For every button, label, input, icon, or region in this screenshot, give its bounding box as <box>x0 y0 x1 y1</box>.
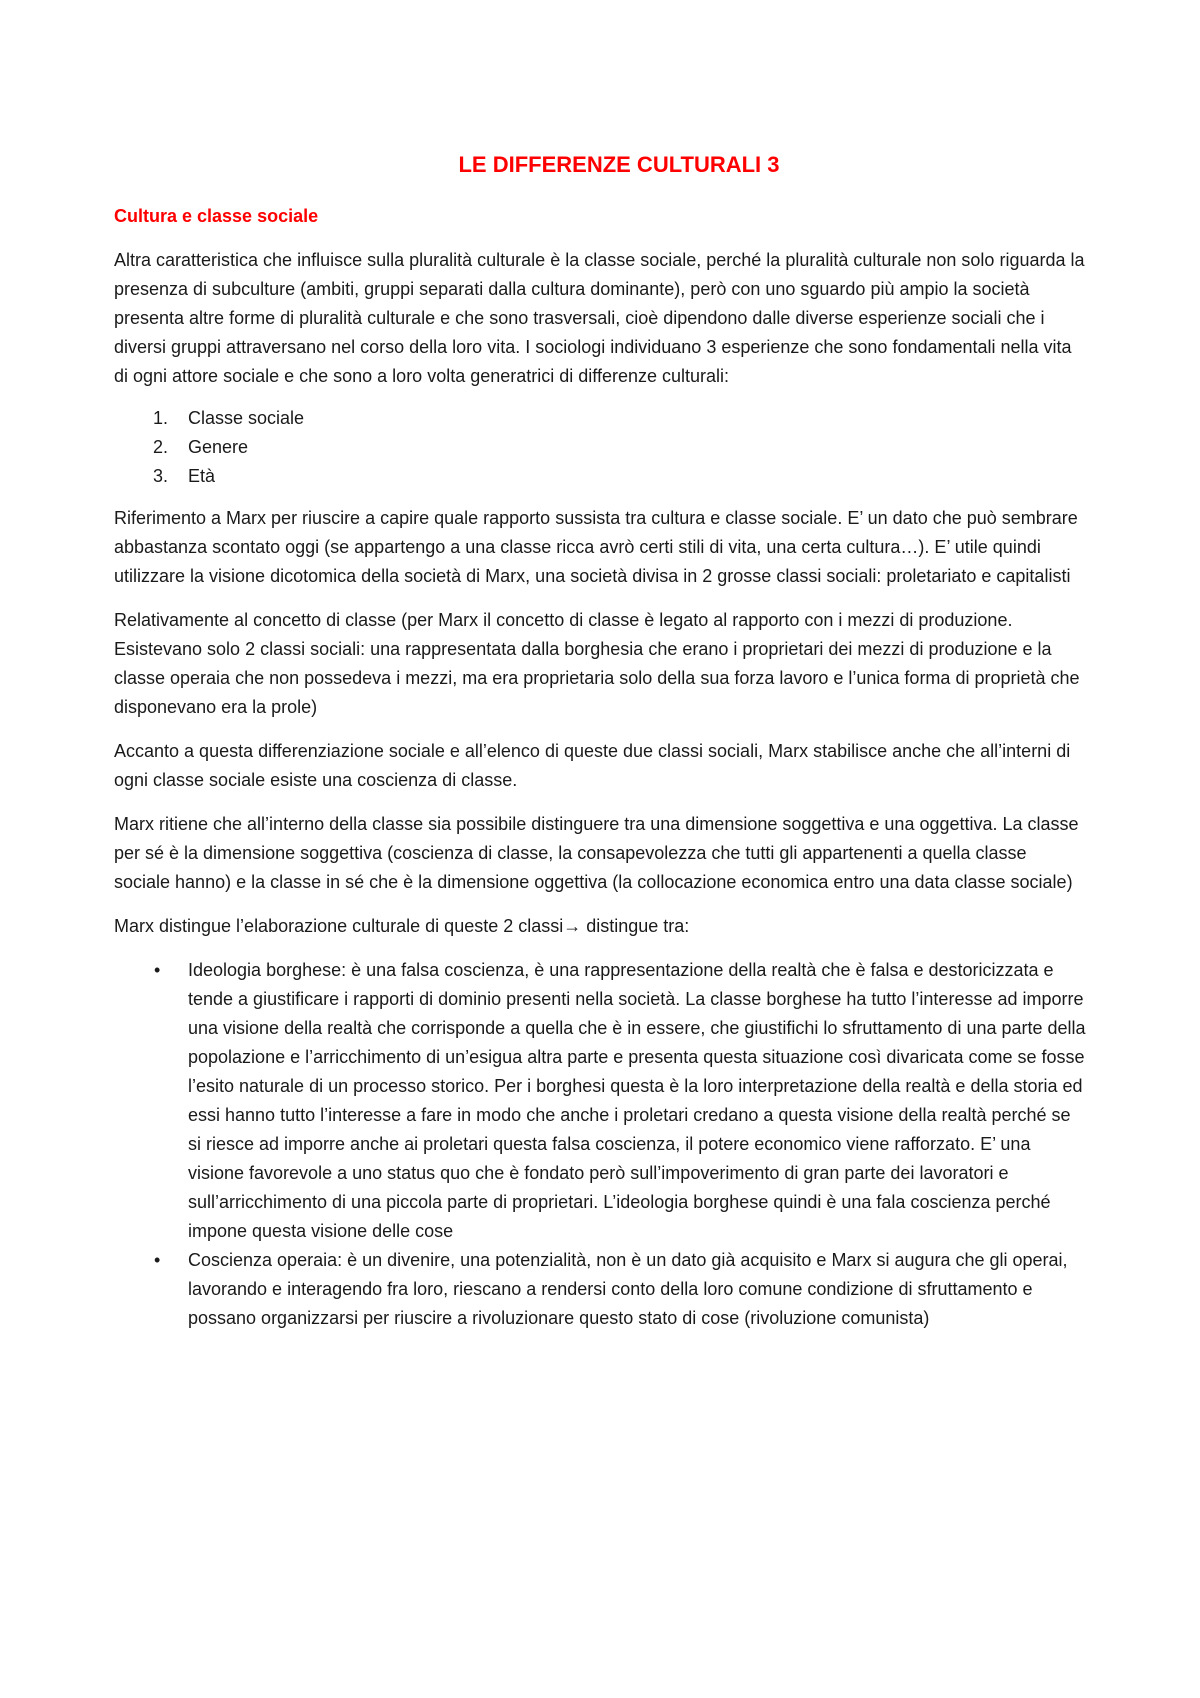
bullet-icon: • <box>154 960 161 980</box>
paragraph-intro: Altra caratteristica che influisce sulla pluralità culturale è la classe sociale, perché la pluralità culturale non solo riguarda la presenza di subculture (ambiti, gruppi separati dalla cultura dominante), però con uno sguardo più ampio la società presenta altre forme di pluralità culturale e che sono trasversali, cioè dipendono dalle diverse esperienze sociali che i diversi gruppi attraversano nel corso della loro vita. I sociologi individuano 3 esperienze che sono fondamentali nella vita di ogni attore sociale e che sono a loro volta generatrici di differenze culturali: <box>114 250 1085 386</box>
list-item-text: Classe sociale <box>188 408 305 428</box>
list-number: 2. <box>153 437 169 457</box>
distinction-text: Marx distingue l’elaborazione culturale di queste 2 classi <box>114 916 564 936</box>
paragraph-distinction <box>114 912 1086 941</box>
paragraph-class-consciousness: Accanto a questa differenziazione sociale e all’elenco di queste due classi sociali, Marx stabilisce anche che all’interni di ogni classe sociale esiste una coscienza di classe. <box>114 741 1071 790</box>
section-heading: Cultura e classe sociale <box>114 206 319 226</box>
bullet-list <box>114 956 1086 1333</box>
paragraph-marx-reference: Riferimento a Marx per riuscire a capire quale rapporto sussista tra cultura e classe sociale. E’ un dato che può sembrare abbastanza scontato oggi (se appartengo a una classe ricca avrò certi stili di vita, una certa cultura…). E’ utile quindi utilizzare la visione dicotomica della società di Marx, una società divisa in 2 grosse classi sociali: proletariato e capitalisti <box>114 508 1078 586</box>
bullet-text: Ideologia borghese: è una falsa coscienza, è una rappresentazione della realtà che è falsa e destoricizzata e tende a giustificare i rapporti di dominio presenti nella società. La classe borghese ha tutto l’interesse ad imporre una visione della realtà che corrisponde a quella che è in essere, che giustifichi lo sfruttamento di una parte della popolazione e l’arricchimento di un’esigua altra parte e presenta questa situazione così divaricata come se fosse l’esito naturale di un processo storico. Per i borghesi questa è la loro interpretazione della realtà e della storia ed essi hanno tutto l’interesse a fare in modo che anche i proletari credano a questa visione della realtà perché se si riesce ad imporre anche ai proletari questa falsa coscienza, il potere economico viene rafforzato. E’ una visione favorevole a uno status quo che è fondato però sull’impoverimento di gran parte dei lavoratori e sull’arricchimento di una piccola parte di proprietari. L’ideologia borghese quindi è una fala coscienza perché impone questa visione delle cose <box>188 960 1086 1241</box>
list-number: 1. <box>153 408 169 428</box>
list-item <box>114 462 1086 491</box>
bullet-item-ideologia-borghese <box>114 956 1086 1246</box>
document-title: LE DIFFERENZE CULTURALI 3 <box>458 152 780 177</box>
list-number: 3. <box>153 466 169 486</box>
document-body <box>114 150 1086 1333</box>
list-item <box>114 433 1086 462</box>
list-item-text: Genere <box>188 437 249 457</box>
bullet-item-coscienza-operaia <box>114 1246 1086 1333</box>
bullet-icon: • <box>154 1250 161 1270</box>
paragraph-subjective-objective: Marx ritiene che all’interno della classe sia possibile distinguere tra una dimensione soggettiva e una oggettiva. La classe per sé è la dimensione soggettiva (coscienza di classe, la consapevolezza che tutti gli appartenenti a quella classe sociale hanno) e la classe in sé che è la dimensione oggettiva (la collocazione economica entro una data classe sociale) <box>114 814 1079 892</box>
distinction-text-end: distingue tra: <box>581 916 690 936</box>
bullet-text: Coscienza operaia: è un divenire, una potenzialità, non è un dato già acquisito e Marx si augura che gli operai, lavorando e interagendo fra loro, riescano a rendersi conto della loro comune condizione di sfruttamento e possano organizzarsi per riuscire a rivoluzionare questo stato di cose (rivoluzione comunista) <box>188 1250 1068 1328</box>
list-item-text: Età <box>188 466 216 486</box>
list-item <box>114 404 1086 433</box>
arrow-right-icon: → <box>563 916 582 936</box>
numbered-list <box>114 404 1086 491</box>
paragraph-class-concept: Relativamente al concetto di classe (per Marx il concetto di classe è legato al rapporto con i mezzi di produzione. Esistevano solo 2 classi sociali: una rappresentata dalla borghesia che erano i proprietari dei mezzi di produzione e la classe operaia che non possedeva i mezzi, ma era proprietaria solo della sua forza lavoro e l’unica forma di proprietà che disponevano era la prole) <box>114 610 1080 717</box>
